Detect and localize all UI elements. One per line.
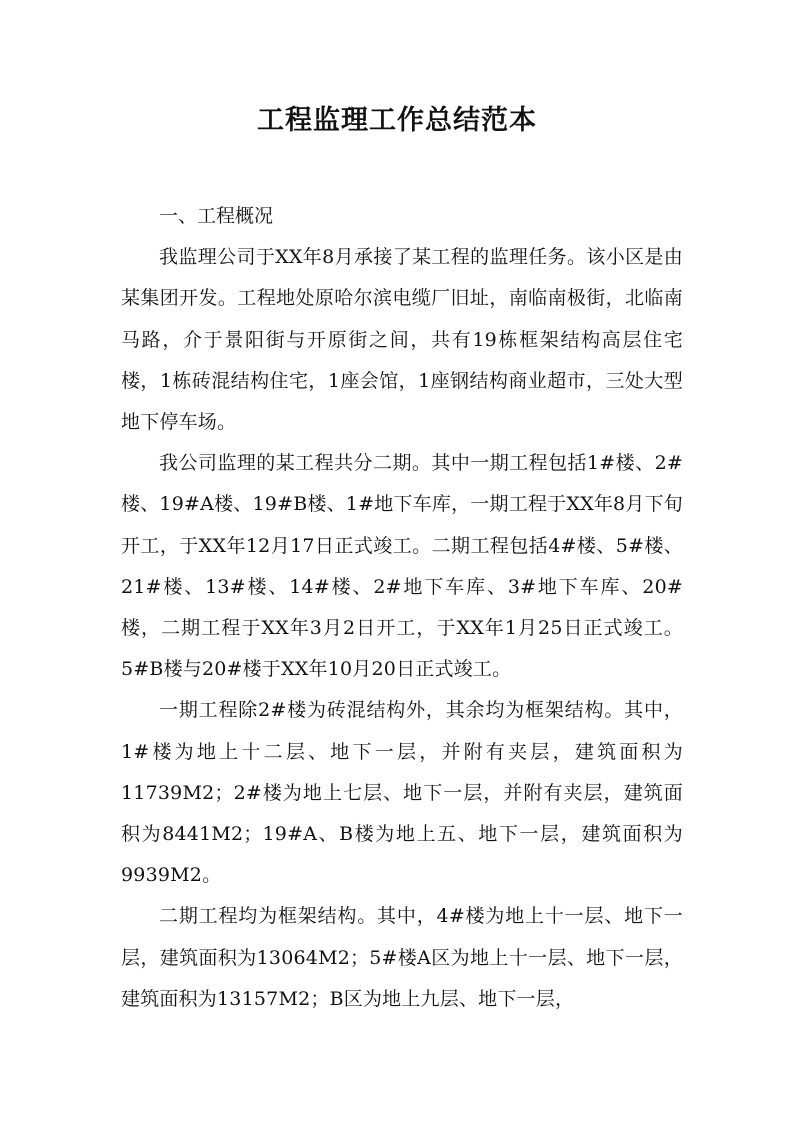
document-title: 工程监理工作总结范本 [257, 105, 537, 136]
paragraph-2: 我公司监理的某工程共分二期。其中一期工程包括1#楼、2#楼、19#A楼、19#B楼、1#地下车库，一期工程于XX年8月下旬开工，于XX年12月17日正式竣工。二期工程包括4#楼、5#楼、21#楼、13#楼、14#楼、2#地下车库、3#地下车库、20#楼，二期工程于XX年3月2日开工，于XX年1月25日正式竣工。5#B楼与20#楼于XX年10月20日正式竣工。 [121, 452, 683, 681]
section-heading: 一、工程概况 [159, 205, 274, 227]
paragraph-3: 一期工程除2#楼为砖混结构外，其余均为框架结构。其中，1#楼为地上十二层、地下一层，并附有夹层，建筑面积为11739M2；2#楼为地上七层、地下一层，并附有夹层，建筑面积为8441M2；19#A、B楼为地上五、地下一层，建筑面积为9939M2。 [121, 699, 683, 887]
document-body [121, 196, 683, 1020]
paragraph-1: 我监理公司于XX年8月承接了某工程的监理任务。该小区是由某集团开发。工程地处原哈尔滨电缆厂旧址，南临南极街，北临南马路，介于景阳街与开原街之间，共有19栋框架结构高层住宅楼，1栋砖混结构住宅，1座会馆，1座钢结构商业超市，三处大型地下停车场。 [121, 246, 683, 434]
paragraph-4: 二期工程均为框架结构。其中，4#楼为地上十一层、地下一层，建筑面积为13064M2；5#楼A区为地上十一层、地下一层，建筑面积为13157M2；B区为地上九层、地下一层， [121, 905, 683, 1010]
